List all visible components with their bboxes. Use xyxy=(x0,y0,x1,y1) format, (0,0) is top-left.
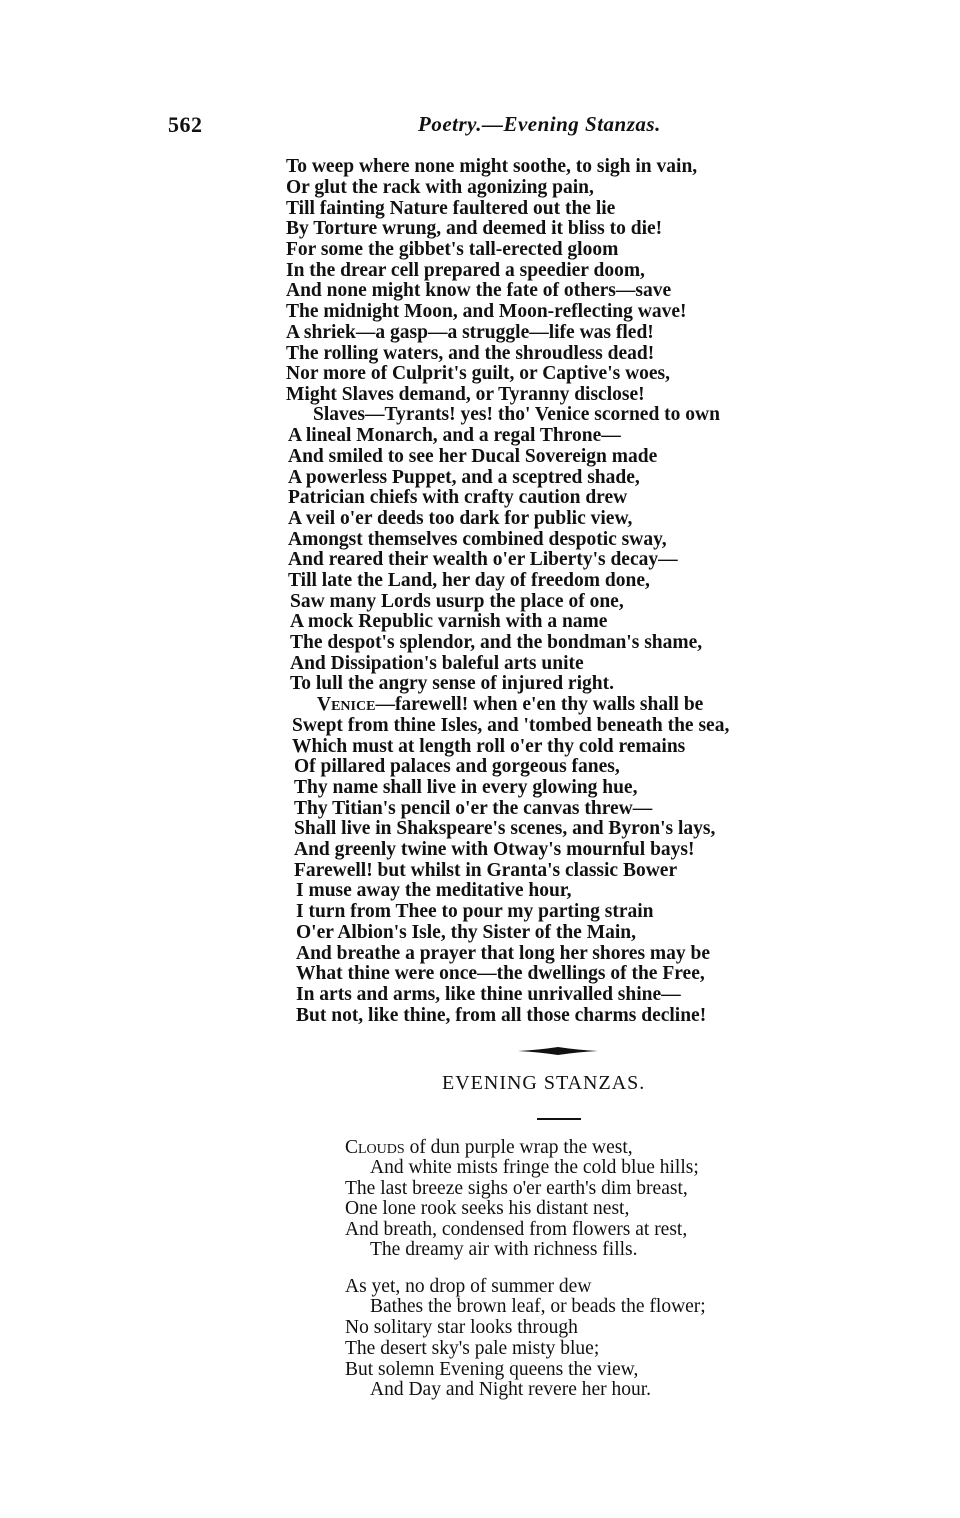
poem-line: In arts and arms, like thine unrivalled shine— xyxy=(296,984,681,1005)
poem-line: A lineal Monarch, and a regal Throne— xyxy=(288,425,621,446)
poem-line: Of pillared palaces and gorgeous fanes, xyxy=(294,756,620,777)
poem-line: And reared their wealth o'er Liberty's decay— xyxy=(288,549,678,570)
poem-line: A shriek—a gasp—a struggle—life was fled! xyxy=(286,322,654,343)
poem-line: Which must at length roll o'er thy cold remains xyxy=(292,736,686,757)
stanza-line: The desert sky's pale misty blue; xyxy=(345,1338,600,1359)
stanza-line: One lone rook seeks his distant nest, xyxy=(345,1198,630,1219)
poem-line: Or glut the rack with agonizing pain, xyxy=(286,177,594,198)
title-rule xyxy=(537,1118,581,1120)
stanza-line: No solitary star looks through xyxy=(345,1317,578,1338)
poem-line: Slaves—Tyrants! yes! tho' Venice scorned to own xyxy=(313,404,720,425)
poem-line: What thine were once—the dwellings of the Free, xyxy=(296,963,705,984)
poem-line: A powerless Puppet, and a sceptred shade, xyxy=(288,467,640,488)
poem-line: Till late the Land, her day of freedom done, xyxy=(288,570,650,591)
venice-word: Venice xyxy=(317,694,376,715)
venice-line-rest: —farewell! when e'en thy walls shall be xyxy=(375,694,704,715)
poem-line: And none might know the fate of others—save xyxy=(286,280,672,301)
poem-line: In the drear cell prepared a speedier doom, xyxy=(286,260,645,281)
page-number: 562 xyxy=(168,112,203,137)
stanza-line: And breath, condensed from flowers at rest, xyxy=(345,1219,688,1240)
stanza-line xyxy=(345,1138,633,1158)
poem-line: The rolling waters, and the shroudless dead! xyxy=(286,343,655,364)
poem-line: Till fainting Nature faultered out the lie xyxy=(286,198,616,219)
poem-line: By Torture wrung, and deemed it bliss to die! xyxy=(286,218,663,239)
poem-line: And greenly twine with Otway's mournful bays! xyxy=(294,839,695,860)
first-line-rest: of dun purple wrap the west, xyxy=(404,1137,633,1158)
poem-line: O'er Albion's Isle, thy Sister of the Main, xyxy=(296,922,637,943)
poem-line: Amongst themselves combined despotic sway, xyxy=(288,529,667,550)
stanza-line: But solemn Evening queens the view, xyxy=(345,1359,639,1380)
poem-line: Swept from thine Isles, and 'tombed beneath the sea, xyxy=(292,715,730,736)
stanza-line: And white mists fringe the cold blue hills; xyxy=(370,1157,699,1178)
first-word: Clouds xyxy=(345,1137,405,1158)
poem-line: A veil o'er deeds too dark for public view, xyxy=(288,508,633,529)
poem-line: Thy name shall live in every glowing hue, xyxy=(294,777,638,798)
poem-title: EVENING STANZAS. xyxy=(442,1072,646,1094)
poem-line: And smiled to see her Ducal Sovereign made xyxy=(288,446,658,467)
poem-line: Saw many Lords usurp the place of one, xyxy=(290,591,624,612)
running-title: Poetry.—Evening Stanzas. xyxy=(418,112,661,136)
poem-line: The midnight Moon, and Moon-reflecting wave! xyxy=(286,301,687,322)
poem-line: Nor more of Culprit's guilt, or Captive's woes, xyxy=(286,363,671,384)
poem-line: And breathe a prayer that long her shores may be xyxy=(296,943,711,964)
poem-line: Might Slaves demand, or Tyranny disclose! xyxy=(286,384,645,405)
poem-line: Farewell! but whilst in Granta's classic Bower xyxy=(294,860,678,881)
poem-line: And Dissipation's baleful arts unite xyxy=(290,653,584,674)
stanza-line: Bathes the brown leaf, or beads the flower; xyxy=(370,1296,706,1317)
stanza-line: As yet, no drop of summer dew xyxy=(345,1276,592,1297)
stanza-line: The last breeze sighs o'er earth's dim breast, xyxy=(345,1178,688,1199)
poem-line-venice xyxy=(317,695,703,715)
poem-line: The despot's splendor, and the bondman's shame, xyxy=(290,632,703,653)
poem-line: To lull the angry sense of injured right. xyxy=(290,673,614,694)
poem-line: Shall live in Shakspeare's scenes, and Byron's lays, xyxy=(294,818,716,839)
poem-line: But not, like thine, from all those charms decline! xyxy=(296,1005,707,1026)
poem-line: Thy Titian's pencil o'er the canvas threw— xyxy=(294,798,653,819)
stanza-line: The dreamy air with richness fills. xyxy=(370,1239,638,1260)
stanza-line: And Day and Night revere her hour. xyxy=(370,1379,652,1400)
poem-line: I muse away the meditative hour, xyxy=(296,880,572,901)
poem-line: A mock Republic varnish with a name xyxy=(290,611,608,632)
poem-line: For some the gibbet's tall-erected gloom xyxy=(286,239,619,260)
poem-line: To weep where none might soothe, to sigh in vain, xyxy=(286,156,698,177)
poem-line: I turn from Thee to pour my parting strain xyxy=(296,901,654,922)
poem-line: Patrician chiefs with crafty caution drew xyxy=(288,487,628,508)
ornament-divider xyxy=(518,1046,598,1056)
